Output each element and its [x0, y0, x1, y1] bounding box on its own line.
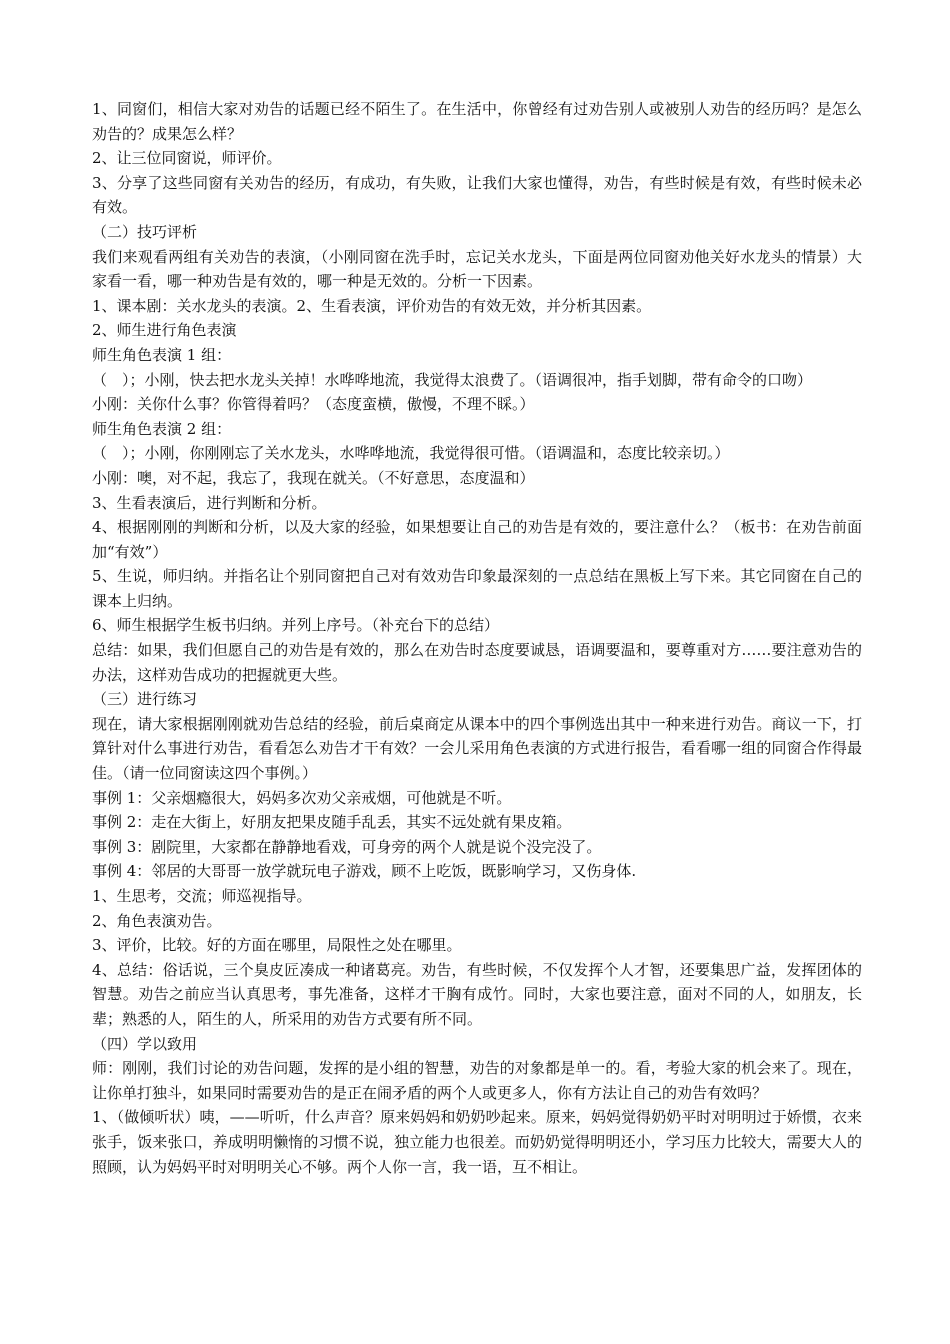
paragraph: 师生角色表演 2 组： [92, 419, 232, 438]
paragraph: 师：刚刚，我们讨论的劝告问题，发挥的是小组的智慧，劝告的对象都是单一的。看，考验大家的机会来了。现在，让你单打独斗，如果同时需要劝告的是正在闹矛盾的两个人或更多人，你有方法让自己的劝告有效吗？ [92, 1059, 862, 1102]
paragraph: 6、师生根据学生板书归纳。并列上序号。（补充台下的总结） [92, 616, 500, 635]
paragraph: 事例 4：邻居的大哥哥一放学就玩电子游戏，顾不上吃饭，既影响学习，又伤身体. [92, 862, 637, 881]
paragraph: 小刚：噢，对不起，我忘了，我现在就关。（不好意思，态度温和） [92, 468, 535, 487]
paragraph: 2、师生进行角色表演 [92, 321, 237, 340]
paragraph: （ ）；小刚，你刚刚忘了关水龙头，水哗哗地流，我觉得很可惜。（语调温和，态度比较亲切。） [92, 444, 730, 463]
paragraph: 4、根据刚刚的判断和分析，以及大家的经验，如果想要让自己的劝告是有效的，要注意什么？（板书：在劝告前面加“有效”） [92, 518, 862, 561]
paragraph: （ ）；小刚，快去把水龙头关掉！水哗哗地流，我觉得太浪费了。（语调很冲，指手划脚，带有命令的口吻） [92, 370, 813, 389]
section-heading: （四）学以致用 [92, 1034, 198, 1053]
paragraph: 3、分享了这些同窗有关劝告的经历，有成功，有失败，让我们大家也懂得，劝告，有些时候是有效，有些时候未必有效。 [92, 173, 862, 217]
paragraph: 现在，请大家根据刚刚就劝告总结的经验，前后桌商定从课本中的四个事例选出其中一种来进行劝告。商议一下，打算针对什么事进行劝告，看看怎么劝告才干有效？一会儿采用角色表演的方式进行报告，看看哪一组的同窗合作得最佳。（请一位同窗读这四个事例。） [92, 714, 862, 783]
section-heading: （二）技巧评析 [92, 222, 198, 241]
paragraph: 事例 1：父亲烟瘾很大，妈妈多次劝父亲戒烟，可他就是不听。 [92, 788, 512, 807]
document-body [92, 97, 862, 1179]
paragraph: 我们来观看两组有关劝告的表演，（小刚同窗在洗手时，忘记关水龙头，下面是两位同窗劝他关好水龙头的情景）大家看一看，哪一种劝告是有效的，哪一种是无效的。分析一下因素。 [92, 247, 862, 291]
paragraph: 1、（做倾听状）咦，——听听，什么声音？原来妈妈和奶奶吵起来。原来，妈妈觉得奶奶平时对明明过于娇惯，衣来张手，饭来张口，养成明明懒惰的习惯不说，独立能力也很差。而奶奶觉得明明还小，学习压力比较大，需要大人的照顾，认为妈妈平时对明明关心不够。两个人你一言，我一语，互不相让。 [92, 1108, 862, 1176]
paragraph: 3、评价，比较。好的方面在哪里，局限性之处在哪里。 [92, 936, 462, 955]
paragraph: 总结：如果，我们但愿自己的劝告是有效的，那么在劝告时态度要诚恳，语调要温和，要尊重对方……要注意劝告的办法，这样劝告成功的把握就更大些。 [92, 641, 862, 684]
paragraph: 2、让三位同窗说，师评价。 [92, 149, 282, 168]
paragraph: 2、角色表演劝告。 [92, 911, 222, 930]
paragraph: 事例 2：走在大街上，好朋友把果皮随手乱丢，其实不远处就有果皮箱。 [92, 813, 572, 832]
paragraph: 事例 3：剧院里，大家都在静静地看戏，可身旁的两个人就是说个没完没了。 [92, 837, 602, 856]
paragraph: 师生角色表演 1 组： [92, 345, 232, 364]
paragraph: 1、课本剧：关水龙头的表演。2、生看表演，评价劝告的有效无效，并分析其因素。 [92, 296, 652, 315]
section-heading: （三）进行练习 [92, 690, 198, 709]
paragraph: 4、总结：俗话说，三个臭皮匠凑成一种诸葛亮。劝告，有些时候，不仅发挥个人才智，还要集思广益，发挥团体的智慧。劝告之前应当认真思考，事先准备，这样才干胸有成竹。同时，大家也要注意，面对不同的人，如朋友，长辈；熟悉的人，陌生的人，所采用的劝告方式要有所不同。 [92, 960, 862, 1028]
paragraph: 1、生思考，交流；师巡视指导。 [92, 887, 312, 905]
paragraph: 1、同窗们，相信大家对劝告的话题已经不陌生了。在生活中，你曾经有过劝告别人或被别人劝告的经历吗？是怎么劝告的？成果怎么样？ [92, 100, 862, 143]
paragraph: 小刚：关你什么事？你管得着吗？（态度蛮横，傲慢，不理不睬。） [92, 395, 535, 414]
paragraph: 5、生说，师归纳。并指名让个别同窗把自己对有效劝告印象最深刻的一点总结在黑板上写下来。其它同窗在自己的课本上归纳。 [92, 567, 862, 610]
paragraph: 3、生看表演后，进行判断和分析。 [92, 493, 327, 512]
